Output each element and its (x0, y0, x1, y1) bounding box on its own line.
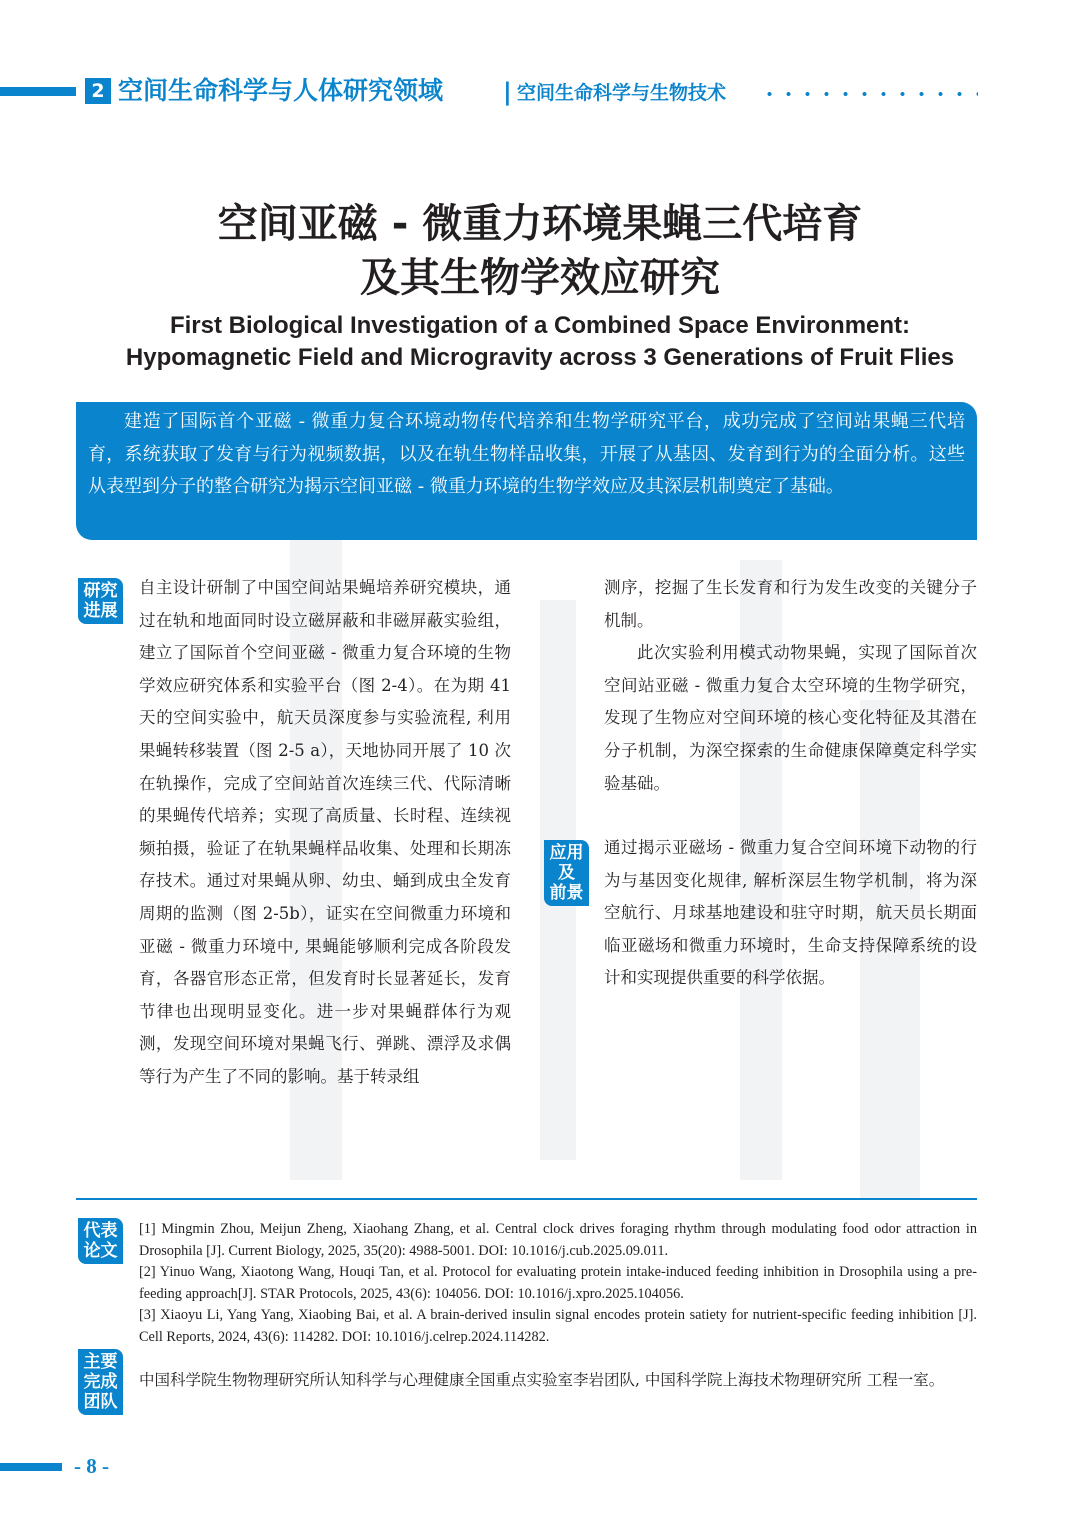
abstract-text: 建造了国际首个亚磁 - 微重力复合环境动物传代培养和生物学研究平台，成功完成了空间站果蝇三代培育，系统获取了发育与行为视频数据，以及在轨生物样品收集，开展了从基因、发育到行为的全面分析。这些从表型到分子的整合研究为揭示空间亚磁 - 微重力环境的生物学效应及其深层机制奠定了基础。 (88, 411, 965, 497)
papers-tag-line1: 代表 (83, 1221, 118, 1241)
application-column (604, 832, 977, 995)
reference-item: [3] Xiaoyu Li, Yang Yang, Xiaobing Bai, et al. A brain-derived insulin signal encodes protein satiety for nutrient-specific feeding inhibition [J]. Cell Reports, 2024, 43(6): 114282. DOI: 10.1016/j.celrep.2024.114282. (139, 1307, 977, 1345)
application-text: 通过揭示亚磁场 - 微重力复合空间环境下动物的行为与基因变化规律, 解析深层生物学机制，将为深空航行、月球基地建设和驻守时期，航天员长期面临亚磁场和微重力环境时，生命支持保障系统的设计和实现提供重要的科学依据。 (604, 838, 977, 988)
team-tag-line1: 主要 (83, 1352, 118, 1372)
team-tag-line2: 完成 (83, 1372, 118, 1392)
progress-text: 自主设计研制了中国空间站果蝇培养研究模块，通过在轨和地面同时设立磁屏蔽和非磁屏蔽实验组，建立了国际首个空间亚磁 - 微重力复合环境的生物学效应研究体系和实验平台（图 2-4）。在为期 41 天的空间实验中，航天员深度参与实验流程, 利用果蝇转移装置（图 2-5 a），天地协同开展了 10 次在轨操作，完成了空间站首次连续三代、代际清晰的果蝇传代培养；实现了高质量、长时程、连续视频拍摄，验证了在轨果蝇样品收集、处理和长期冻存技术。通过对果蝇从卵、幼虫、蛹到成虫全发育周期的监测（图 2-5b），证实在空间微重力环境和亚磁 - 微重力环境中, 果蝇能够顺利完成各阶段发育，各器官形态正常，但发育时长显著延长，发育节律也出现明显变化。进一步对果蝇群体行为观测，发现空间环境对果蝇飞行、弹跳、漂浮及求偶等行为产生了不同的影响。基于转录组 (139, 578, 511, 1086)
footer-accent-bar (0, 1463, 62, 1471)
team-tag-line3: 团队 (83, 1392, 118, 1412)
reference-item: [1] Mingmin Zhou, Meijun Zheng, Xiaohang Zhang, et al. Central clock drives foraging rhythm through modulating food odor attraction in Drosophila [J]. Current Biology, 2025, 35(20): 4988-5001. DOI: 10.1016/j.cub.2025.09.011. (139, 1221, 977, 1259)
title-cn-line1: 空间亚磁 - 微重力环境果蝇三代培育 (217, 201, 863, 247)
title-en-line2: Hypomagnetic Field and Microgravity across 3 Generations of Fruit Flies (125, 344, 955, 371)
progress-tag-line1: 研究 (83, 581, 118, 601)
reference-list (139, 1219, 977, 1349)
team-tag (78, 1349, 123, 1415)
header-accent-bar (0, 87, 76, 96)
papers-tag-line2: 论文 (83, 1241, 118, 1261)
application-tag (544, 840, 589, 906)
reference-item: [2] Yinuo Wang, Xiaotong Wang, Houqi Tan, et al. Protocol for evaluating protein intake-induced feeding inhibition in Drosophila using a pre-feeding approach[J]. STAR Protocols, 2025, 43(6): 104056. DOI: 10.1016/j.xpro.2025.104056. (139, 1264, 977, 1302)
progress-column (139, 572, 511, 1094)
section-divider (76, 1198, 977, 1200)
right-column (604, 572, 977, 800)
chapter-title: 空间生命科学与人体研究领域 (118, 76, 444, 105)
abstract-box (76, 402, 977, 540)
section-title: 空间生命科学与生物技术 (517, 82, 727, 104)
application-tag-line3: 前景 (549, 883, 584, 903)
application-tag-line2: 及 (558, 863, 575, 883)
header-separator: | (503, 78, 512, 106)
papers-tag (78, 1218, 123, 1264)
title-cn-line2: 及其生物学效应研究 (360, 255, 720, 301)
progress-text-para2: 此次实验利用模式动物果蝇，实现了国际首次空间站亚磁 - 微重力复合太空环境的生物学研究，发现了生物应对空间环境的核心变化特征及其潜在分子机制，为深空探索的生命健康保障奠定科学实验基础。 (604, 643, 977, 793)
page-number: - 8 - (74, 1454, 109, 1478)
progress-tag-line2: 进展 (83, 601, 118, 621)
progress-tag (78, 578, 123, 624)
title-en-line1: First Biological Investigation of a Combined Space Environment: (169, 312, 911, 339)
team-text: 中国科学院生物物理研究所认知科学与心理健康全国重点实验室李岩团队, 中国科学院上海技术物理研究所 工程一室。 (139, 1371, 945, 1389)
application-tag-line1: 应用 (549, 843, 584, 863)
chapter-number-badge: 2 (85, 78, 111, 104)
progress-text-cont: 测序，挖掘了生长发育和行为发生改变的关键分子机制。 (604, 578, 977, 630)
header-dotted-line (760, 92, 978, 96)
